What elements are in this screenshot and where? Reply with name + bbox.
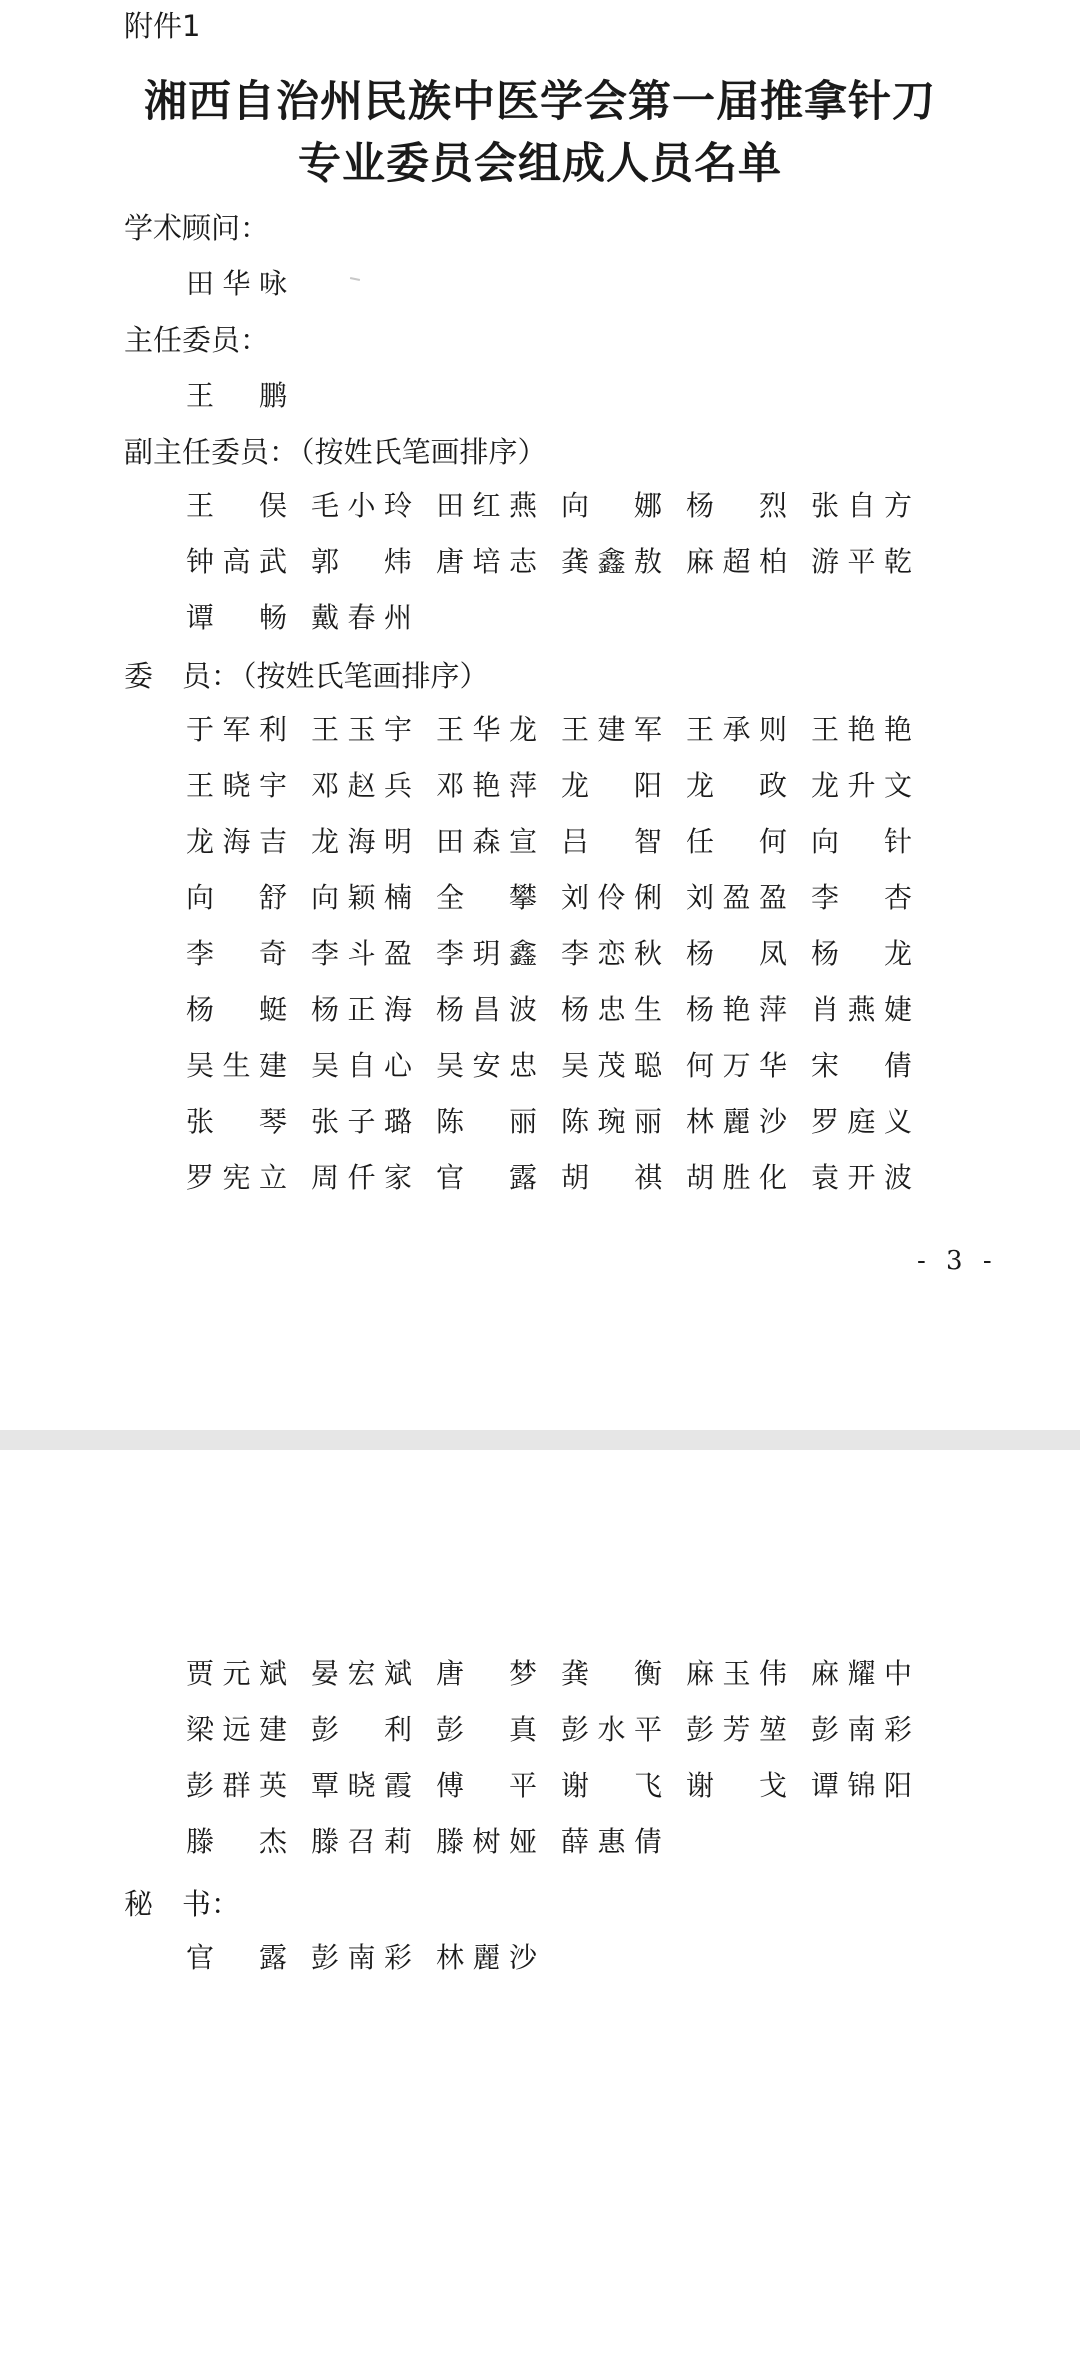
members-row [186,708,936,752]
person-name: 贾元斌 [186,1657,287,1690]
person-name: 彭南彩 [311,1941,412,1974]
person-name: 龚鑫敖 [561,545,662,578]
person-name: 彭南彩 [811,1713,912,1746]
person-name: 周仟家 [311,1161,412,1194]
members-row [186,1708,936,1752]
vice-chairs-row [186,596,436,640]
person-name: 陈琬丽 [561,1105,662,1138]
person-name: 田红燕 [436,489,537,522]
members-row [186,932,936,976]
person-name: 罗庭义 [811,1105,912,1138]
vice-chairs-sort-note: （按姓氏笔画排序） [300,435,547,469]
person-name: 官 露 [436,1161,537,1194]
person-name: 彭 利 [311,1713,412,1746]
advisor-name: 田华咏 [186,267,287,300]
person-name: 林麗沙 [686,1105,787,1138]
person-name: 杨艳萍 [686,993,787,1026]
person-name: 王承则 [686,713,787,746]
person-name: 傅 平 [436,1769,537,1802]
advisor-row [186,262,311,306]
person-name: 王 俣 [186,489,287,522]
person-name: 薛惠倩 [561,1825,662,1858]
person-name: 肖燕婕 [811,993,912,1026]
person-name: 向颖楠 [311,881,412,914]
person-name: 谭 畅 [186,601,287,634]
person-name: 游平乾 [811,545,912,578]
members-heading [124,656,489,696]
person-name: 杨昌波 [436,993,537,1026]
person-name: 戴春州 [311,601,412,634]
members-row [186,988,936,1032]
advisor-heading: 学术顾问： [124,211,270,245]
chair-heading: 主任委员： [124,323,270,357]
person-name: 滕树娅 [436,1825,537,1858]
person-name: 于军利 [186,713,287,746]
person-name: 全 攀 [436,881,537,914]
person-name: 张 琴 [186,1105,287,1138]
person-name: 谢 戈 [686,1769,787,1802]
person-name: 王建军 [561,713,662,746]
person-name: 覃晓霞 [311,1769,412,1802]
person-name: 梁远建 [186,1713,287,1746]
members-row [186,876,936,920]
person-name: 向 娜 [561,489,662,522]
person-name: 彭水平 [561,1713,662,1746]
chair-row [186,374,311,418]
person-name: 吴生建 [186,1049,287,1082]
person-name: 罗宪立 [186,1161,287,1194]
person-name: 杨 蜓 [186,993,287,1026]
person-name: 吴茂聪 [561,1049,662,1082]
person-name: 龚 衡 [561,1657,662,1690]
person-name: 田森宣 [436,825,537,858]
person-name: 李玥鑫 [436,937,537,970]
person-name: 谢 飞 [561,1769,662,1802]
vice-chairs-row [186,484,936,528]
person-name: 张自方 [811,489,912,522]
person-name: 林麗沙 [436,1941,537,1974]
members-row [186,1100,936,1144]
person-name: 彭芳堃 [686,1713,787,1746]
members-heading-label: 委 员： [124,659,241,693]
document-page-2 [0,1450,1080,2355]
person-name: 李 奇 [186,937,287,970]
members-row [186,1156,936,1200]
person-name: 杨正海 [311,993,412,1026]
person-name: 龙 阳 [561,769,662,802]
members-row [186,1764,936,1808]
members-row [186,820,936,864]
person-name: 胡 祺 [561,1161,662,1194]
person-name: 邓艳萍 [436,769,537,802]
person-name: 麻玉伟 [686,1657,787,1690]
person-name: 龙海吉 [186,825,287,858]
person-name: 袁开波 [811,1161,912,1194]
members-row [186,1820,686,1864]
person-name: 何万华 [686,1049,787,1082]
scan-mark [350,277,360,281]
person-name: 邓赵兵 [311,769,412,802]
person-name: 龙升文 [811,769,912,802]
person-name: 龙 政 [686,769,787,802]
chair-name: 王 鹏 [186,379,287,412]
person-name: 滕 杰 [186,1825,287,1858]
person-name: 谭锦阳 [811,1769,912,1802]
person-name: 李斗盈 [311,937,412,970]
document-title-line-1: 湘西自治州民族中医学会第一届推拿针刀 [144,77,936,127]
person-name: 李 杏 [811,881,912,914]
person-name: 杨 龙 [811,937,912,970]
person-name: 刘伶俐 [561,881,662,914]
person-name: 龙海明 [311,825,412,858]
person-name: 晏宏斌 [311,1657,412,1690]
page-separator [0,1430,1080,1450]
person-name: 宋 倩 [811,1049,912,1082]
person-name: 向 针 [811,825,912,858]
attachment-label: 附件1 [124,9,201,43]
person-name: 麻超柏 [686,545,787,578]
person-name: 唐培志 [436,545,537,578]
person-name: 刘盈盈 [686,881,787,914]
person-name: 李恋秋 [561,937,662,970]
person-name: 郭 炜 [311,545,412,578]
page-number: - 3 - [917,1246,998,1276]
person-name: 彭 真 [436,1713,537,1746]
person-name: 杨 凤 [686,937,787,970]
vice-chairs-heading-label: 副主任委员： [124,435,299,469]
person-name: 杨 烈 [686,489,787,522]
person-name: 杨忠生 [561,993,662,1026]
person-name: 彭群英 [186,1769,287,1802]
person-name: 钟高武 [186,545,287,578]
person-name: 张子璐 [311,1105,412,1138]
person-name: 王晓宇 [186,769,287,802]
person-name: 麻耀中 [811,1657,912,1690]
members-row [186,1044,936,1088]
person-name: 滕召莉 [311,1825,412,1858]
person-name: 毛小玲 [311,489,412,522]
person-name: 向 舒 [186,881,287,914]
person-name: 胡胜化 [686,1161,787,1194]
person-name: 王艳艳 [811,713,912,746]
vice-chairs-row [186,540,936,584]
person-name: 官 露 [186,1941,287,1974]
person-name: 吕 智 [561,825,662,858]
members-row [186,764,936,808]
person-name: 任 何 [686,825,787,858]
person-name: 王华龙 [436,713,537,746]
person-name: 唐 梦 [436,1657,537,1690]
person-name: 王玉宇 [311,713,412,746]
person-name: 吴自心 [311,1049,412,1082]
person-name: 吴安忠 [436,1049,537,1082]
secretary-heading: 秘 书： [124,1887,241,1921]
secretary-row [186,1936,561,1980]
members-row [186,1652,936,1696]
document-title-line-2: 专业委员会组成人员名单 [298,139,782,189]
person-name: 陈 丽 [436,1105,537,1138]
vice-chairs-heading [124,432,547,472]
members-sort-note: （按姓氏笔画排序） [242,659,489,693]
